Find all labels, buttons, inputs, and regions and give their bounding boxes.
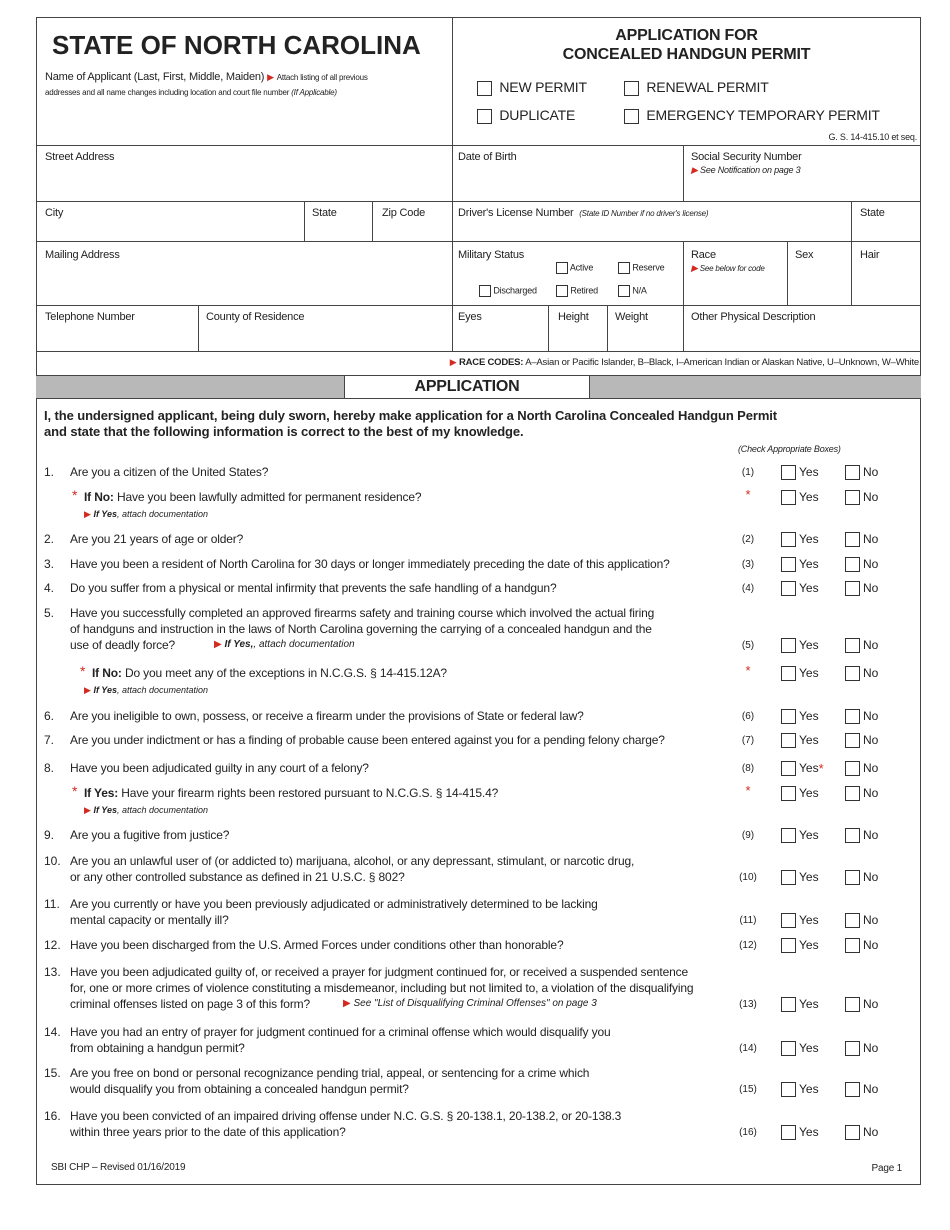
military-label: Military Status xyxy=(458,249,525,261)
question-text: Are you under indictment or has a finding of probable cause been entered against you for a pending felony charge? xyxy=(70,733,665,747)
no-checkbox[interactable] xyxy=(845,1082,860,1097)
yes-label: Yes xyxy=(799,828,819,842)
yes-label: Yes xyxy=(799,938,819,952)
yes-checkbox[interactable] xyxy=(781,913,796,928)
no-option[interactable] xyxy=(845,913,878,928)
no-option[interactable] xyxy=(845,1125,878,1140)
yes-label: Yes xyxy=(799,870,819,884)
question-ref: (5) xyxy=(741,640,755,651)
question-text: Are you a citizen of the United States? xyxy=(70,465,269,479)
no-option[interactable] xyxy=(845,709,878,724)
no-label: No xyxy=(863,581,879,595)
question-text: Are you ineligible to own, possess, or receive a firearm under the provisions of State or federal law? xyxy=(70,709,584,723)
state-label: State xyxy=(312,207,337,219)
dl-label: Driver's License Number (State ID Number if no driver's license) xyxy=(458,207,709,219)
question-text: Are you a fugitive from justice? xyxy=(70,828,230,842)
arrow-icon: ▶ xyxy=(267,72,274,82)
no-label: No xyxy=(863,733,879,747)
yes-checkbox[interactable] xyxy=(781,490,796,505)
weight-label: Weight xyxy=(615,311,648,323)
no-checkbox[interactable] xyxy=(845,938,860,953)
no-checkbox[interactable] xyxy=(845,490,860,505)
question-ref: (4) xyxy=(741,583,755,594)
no-checkbox[interactable] xyxy=(845,557,860,572)
yes-option[interactable] xyxy=(781,1041,819,1056)
hair-label: Hair xyxy=(860,249,880,261)
row-line xyxy=(36,351,921,352)
ssn-label: Social Security Number xyxy=(691,151,802,163)
yes-checkbox[interactable] xyxy=(781,666,796,681)
question-text: criminal offenses listed on page 3 of this form? xyxy=(70,997,311,1011)
yes-label: Yes xyxy=(799,1125,819,1139)
yes-label: Yes xyxy=(799,638,819,652)
military-reserve[interactable]: Reserve xyxy=(618,262,664,274)
yes-label: Yes xyxy=(799,1041,819,1055)
yes-checkbox[interactable] xyxy=(781,997,796,1012)
city-label: City xyxy=(45,207,64,219)
question-text: Have you successfully completed an approved firearms safety and training course which involved the actual firing xyxy=(70,606,655,620)
divider xyxy=(548,305,549,351)
row-line xyxy=(36,145,921,146)
no-label: No xyxy=(863,709,879,723)
no-option[interactable] xyxy=(845,761,878,776)
question-ref: (9) xyxy=(741,830,755,841)
checkbox[interactable] xyxy=(624,81,639,96)
question-ref: (14) xyxy=(739,1043,757,1054)
question-number: 14. xyxy=(44,1025,61,1039)
permit-emergency[interactable]: EMERGENCY TEMPORARY PERMIT xyxy=(624,107,880,124)
yes-checkbox[interactable] xyxy=(781,557,796,572)
checkbox[interactable] xyxy=(479,285,491,297)
question-text: Have you been a resident of North Carolina for 30 days or longer immediately preceding the date of this application? xyxy=(70,557,670,571)
divider xyxy=(851,241,852,305)
street-label: Street Address xyxy=(45,151,115,163)
question-text: Are you an unlawful user of (or addicted to) marijuana, alcohol, or any depressant, stimulant, or narcotic drug, xyxy=(70,854,635,868)
no-option[interactable] xyxy=(845,997,878,1012)
zip-label: Zip Code xyxy=(382,207,426,219)
yes-checkbox[interactable] xyxy=(781,733,796,748)
checkbox[interactable] xyxy=(556,285,568,297)
no-option[interactable] xyxy=(845,490,878,505)
no-label: No xyxy=(863,786,879,800)
attach-note: ▶ If Yes, attach documentation xyxy=(84,805,209,815)
no-label: No xyxy=(863,997,879,1011)
question-text: Do you suffer from a physical or mental infirmity that prevents the safe handling of a handgun? xyxy=(70,581,557,595)
no-checkbox[interactable] xyxy=(845,1041,860,1056)
county-label: County of Residence xyxy=(206,311,305,323)
question-text: would disqualify you from obtaining a concealed handgun permit? xyxy=(70,1082,409,1096)
yes-checkbox[interactable] xyxy=(781,870,796,885)
no-label: No xyxy=(863,938,879,952)
yes-option[interactable] xyxy=(781,870,819,885)
divider xyxy=(372,201,373,241)
mailing-label: Mailing Address xyxy=(45,249,120,261)
divider xyxy=(683,241,684,305)
no-label: No xyxy=(863,638,879,652)
question-text: If No: Do you meet any of the exceptions in N.C.G.S. § 14-415.12A? xyxy=(92,666,447,680)
dl-state-label: State xyxy=(860,207,885,219)
checkbox[interactable] xyxy=(618,262,630,274)
yes-checkbox[interactable] xyxy=(781,581,796,596)
no-label: No xyxy=(863,532,879,546)
yes-option[interactable] xyxy=(781,828,819,843)
divider xyxy=(683,305,684,351)
yes-label: Yes xyxy=(799,786,819,800)
arrow-icon: ▶ xyxy=(691,165,698,175)
checkbox[interactable] xyxy=(477,109,492,124)
no-checkbox[interactable] xyxy=(845,828,860,843)
divider xyxy=(198,305,199,351)
question-text: If Yes: Have your firearm rights been restored pursuant to N.C.G.S. § 14-415.4? xyxy=(84,786,499,800)
question-number: 5. xyxy=(44,606,55,620)
no-label: No xyxy=(863,1082,879,1096)
question-ref: (15) xyxy=(739,1084,757,1095)
question-ref: (10) xyxy=(739,872,757,883)
race-note: ▶ See below for code xyxy=(691,263,765,273)
yes-option[interactable] xyxy=(781,638,819,653)
yes-option[interactable] xyxy=(781,913,819,928)
page-number: Page 1 xyxy=(871,1163,902,1174)
no-label: No xyxy=(863,1125,879,1139)
form-title-line2: CONCEALED HANDGUN PERMIT xyxy=(562,46,811,63)
question-ref: (3) xyxy=(741,559,755,570)
question-number: 7. xyxy=(44,733,55,747)
no-checkbox[interactable] xyxy=(845,761,860,776)
q13-note-text: See "List of Disqualifying Criminal Offenses" on page 3 xyxy=(353,998,597,1009)
intro-line2: and state that the following information is correct to the best of my knowledge. xyxy=(44,424,524,439)
question-ref: * xyxy=(745,487,751,502)
yes-option[interactable] xyxy=(781,581,819,596)
no-option[interactable] xyxy=(845,870,878,885)
attach-note: ▶ If Yes, attach documentation xyxy=(84,685,209,695)
question-ref: (13) xyxy=(739,999,757,1010)
question-text: from obtaining a handgun permit? xyxy=(70,1041,245,1055)
yes-checkbox[interactable] xyxy=(781,1125,796,1140)
question-star: * xyxy=(72,487,78,503)
row-line xyxy=(36,241,921,242)
yes-label: Yes xyxy=(799,733,819,747)
yes-option[interactable] xyxy=(781,557,819,572)
height-label: Height xyxy=(558,311,589,323)
question-text: Have you had an entry of prayer for judgment continued for a criminal offense which would disqualify you xyxy=(70,1025,611,1039)
yes-option[interactable] xyxy=(781,532,819,547)
race-label: Race xyxy=(691,249,716,261)
no-option[interactable] xyxy=(845,733,878,748)
question-number: 8. xyxy=(44,761,55,775)
checkbox[interactable] xyxy=(624,109,639,124)
sex-label: Sex xyxy=(795,249,814,261)
yes-option[interactable] xyxy=(781,733,819,748)
question-number: 2. xyxy=(44,532,55,546)
question-text: Have you been discharged from the U.S. Armed Forces under conditions other than honorable? xyxy=(70,938,564,952)
no-label: No xyxy=(863,913,879,927)
yes-label: Yes xyxy=(799,1082,819,1096)
yes-label: Yes xyxy=(799,465,819,479)
no-checkbox[interactable] xyxy=(845,666,860,681)
question-text: use of deadly force? xyxy=(70,638,176,652)
name-note: addresses and all name changes including location and court file number (If Applicable) xyxy=(45,88,337,97)
question-text: mental capacity or mentally ill? xyxy=(70,913,229,927)
yes-star: * xyxy=(818,761,824,776)
yes-checkbox[interactable] xyxy=(781,761,796,776)
no-checkbox[interactable] xyxy=(845,638,860,653)
military-active[interactable]: Active xyxy=(556,262,593,274)
condition-label: If Yes: xyxy=(84,786,119,800)
yes-label: Yes xyxy=(799,709,819,723)
question-text: Are you free on bond or personal recognizance pending trial, appeal, or sentencing for a crime which xyxy=(70,1066,590,1080)
phone-label: Telephone Number xyxy=(45,311,135,323)
question-ref: (12) xyxy=(739,940,757,951)
question-text: within three years prior to the date of this application? xyxy=(70,1125,346,1139)
yes-option[interactable] xyxy=(781,709,819,724)
question-number: 3. xyxy=(44,557,55,571)
question-text: Have you been adjudicated guilty of, or received a prayer for judgment continued for, or received a suspended sentence xyxy=(70,965,689,979)
no-option[interactable] xyxy=(845,786,878,801)
yes-checkbox[interactable] xyxy=(781,828,796,843)
no-label: No xyxy=(863,490,879,504)
condition-label: If No: xyxy=(92,666,122,680)
application-heading: APPLICATION xyxy=(414,378,520,395)
question-star: * xyxy=(72,783,78,799)
question-text: of handguns and instruction in the laws of North Carolina governing the carrying of a concealed handgun and the xyxy=(70,622,652,636)
divider xyxy=(787,241,788,305)
no-option[interactable] xyxy=(845,666,878,681)
no-checkbox[interactable] xyxy=(845,532,860,547)
question-text: Have you been convicted of an impaired driving offense under N.C. G.S. § 20-138.1, 20-138.2, or 20-138.3 xyxy=(70,1109,622,1123)
question-text: Are you currently or have you been previously adjudicated or administratively determined to be lacking xyxy=(70,897,598,911)
no-checkbox[interactable] xyxy=(845,709,860,724)
row-line xyxy=(36,201,921,202)
no-checkbox[interactable] xyxy=(845,1125,860,1140)
arrow-icon: ▶ xyxy=(449,357,457,367)
question-number: 6. xyxy=(44,709,55,723)
question-number: 9. xyxy=(44,828,55,842)
ssn-note: ▶ See Notification on page 3 xyxy=(691,165,801,175)
no-label: No xyxy=(863,828,879,842)
no-label: No xyxy=(863,666,879,680)
question-number: 10. xyxy=(44,854,61,868)
question-number: 15. xyxy=(44,1066,61,1080)
yes-label: Yes xyxy=(799,490,819,504)
condition-label: If No: xyxy=(84,490,114,504)
question-number: 12. xyxy=(44,938,61,952)
question-number: 13. xyxy=(44,965,61,979)
question-ref: * xyxy=(745,783,751,798)
yes-checkbox[interactable] xyxy=(781,1041,796,1056)
yes-checkbox[interactable] xyxy=(781,638,796,653)
yes-checkbox[interactable] xyxy=(781,465,796,480)
yes-option[interactable] xyxy=(781,761,824,776)
question-ref: (11) xyxy=(739,915,757,926)
no-option[interactable] xyxy=(845,532,878,547)
yes-option[interactable] xyxy=(781,666,819,681)
no-option[interactable] xyxy=(845,828,878,843)
no-option[interactable] xyxy=(845,557,878,572)
no-label: No xyxy=(863,465,879,479)
form-title-line1: APPLICATION FOR xyxy=(615,27,758,44)
no-label: No xyxy=(863,870,879,884)
question-ref: * xyxy=(745,663,751,678)
question-text: for, one or more crimes of violence constituting a misdemeanor, including but not limited to, a violation of the disqualifying xyxy=(70,981,694,995)
yes-option[interactable] xyxy=(781,490,819,505)
question-ref: (6) xyxy=(741,711,755,722)
question-ref: (7) xyxy=(741,735,755,746)
yes-checkbox[interactable] xyxy=(781,938,796,953)
yes-option[interactable] xyxy=(781,1125,819,1140)
yes-option[interactable] xyxy=(781,786,819,801)
yes-option[interactable] xyxy=(781,1082,819,1097)
yes-label: Yes xyxy=(799,913,819,927)
arrow-icon: ▶ xyxy=(691,263,698,273)
no-label: No xyxy=(863,1041,879,1055)
check-note: (Check Appropriate Boxes) xyxy=(738,444,841,454)
military-retired[interactable]: Retired xyxy=(556,285,598,297)
yes-option[interactable] xyxy=(781,465,819,480)
question-text: If No: Have you been lawfully admitted for permanent residence? xyxy=(84,490,422,504)
revision: SBI CHP – Revised 01/16/2019 xyxy=(51,1162,186,1173)
yes-checkbox[interactable] xyxy=(781,532,796,547)
no-option[interactable] xyxy=(845,638,878,653)
intro-line1: I, the undersigned applicant, being duly sworn, hereby make application for a North Carolina Concealed Handgun Permit xyxy=(44,408,778,423)
yes-label: Yes xyxy=(799,666,819,680)
no-checkbox[interactable] xyxy=(845,581,860,596)
yes-option[interactable] xyxy=(781,938,819,953)
permit-new[interactable]: NEW PERMIT xyxy=(477,79,587,96)
no-checkbox[interactable] xyxy=(845,913,860,928)
yes-checkbox[interactable] xyxy=(781,709,796,724)
no-label: No xyxy=(863,761,879,775)
divider xyxy=(683,145,684,201)
military-na[interactable]: N/A xyxy=(618,285,647,297)
state-title: STATE OF NORTH CAROLINA xyxy=(52,30,421,60)
question-number: 16. xyxy=(44,1109,61,1123)
question-text: Have you been adjudicated guilty in any court of a felony? xyxy=(70,761,369,775)
row-line xyxy=(36,305,921,306)
yes-label: Yes xyxy=(799,557,819,571)
permit-renewal[interactable]: RENEWAL PERMIT xyxy=(624,79,769,96)
checkbox[interactable] xyxy=(618,285,630,297)
military-discharged[interactable]: Discharged xyxy=(479,285,537,297)
divider xyxy=(304,201,305,241)
question-number: 1. xyxy=(44,465,55,479)
divider xyxy=(851,201,852,241)
checkbox[interactable] xyxy=(477,81,492,96)
attach-note: ▶ If Yes,, attach documentation xyxy=(214,639,355,650)
question-ref: (8) xyxy=(741,763,755,774)
question-number: 11. xyxy=(44,897,60,911)
no-option[interactable] xyxy=(845,1082,878,1097)
yes-label: Yes xyxy=(799,997,819,1011)
question-ref: (1) xyxy=(741,467,755,478)
yes-label: Yes xyxy=(799,761,819,775)
eyes-label: Eyes xyxy=(458,311,482,323)
no-checkbox[interactable] xyxy=(845,997,860,1012)
no-checkbox[interactable] xyxy=(845,733,860,748)
no-checkbox[interactable] xyxy=(845,786,860,801)
name-label: Name of Applicant (Last, First, Middle, Maiden) ▶ Attach listing of all previous xyxy=(45,71,368,83)
no-checkbox[interactable] xyxy=(845,870,860,885)
no-label: No xyxy=(863,557,879,571)
permit-duplicate[interactable]: DUPLICATE xyxy=(477,107,575,124)
other-desc-label: Other Physical Description xyxy=(691,311,816,323)
race-codes: ▶ RACE CODES: A–Asian or Pacific Islander, B–Black, I–American Indian or Alaskan Native, U–Unknown, W–White xyxy=(449,357,919,368)
yes-checkbox[interactable] xyxy=(781,1082,796,1097)
yes-checkbox[interactable] xyxy=(781,786,796,801)
no-option[interactable] xyxy=(845,465,878,480)
dob-label: Date of Birth xyxy=(458,151,517,163)
yes-label: Yes xyxy=(799,581,819,595)
yes-label: Yes xyxy=(799,532,819,546)
divider xyxy=(452,17,453,351)
divider xyxy=(607,305,608,351)
q13-note: ▶ See "List of Disqualifying Criminal Offenses" on page 3 xyxy=(343,998,597,1009)
yes-option[interactable] xyxy=(781,997,819,1012)
no-option[interactable] xyxy=(845,581,878,596)
question-ref: (2) xyxy=(741,534,755,545)
no-option[interactable] xyxy=(845,938,878,953)
no-checkbox[interactable] xyxy=(845,465,860,480)
no-option[interactable] xyxy=(845,1041,878,1056)
question-star: * xyxy=(80,663,86,679)
question-text: Are you 21 years of age or older? xyxy=(70,532,244,546)
attach-note: ▶ If Yes, attach documentation xyxy=(84,509,209,519)
statute: G. S. 14-415.10 et seq. xyxy=(828,132,917,142)
checkbox[interactable] xyxy=(556,262,568,274)
question-number: 4. xyxy=(44,581,55,595)
question-text: or any other controlled substance as defined in 21 U.S.C. § 802? xyxy=(70,870,405,884)
question-ref: (16) xyxy=(739,1127,757,1138)
